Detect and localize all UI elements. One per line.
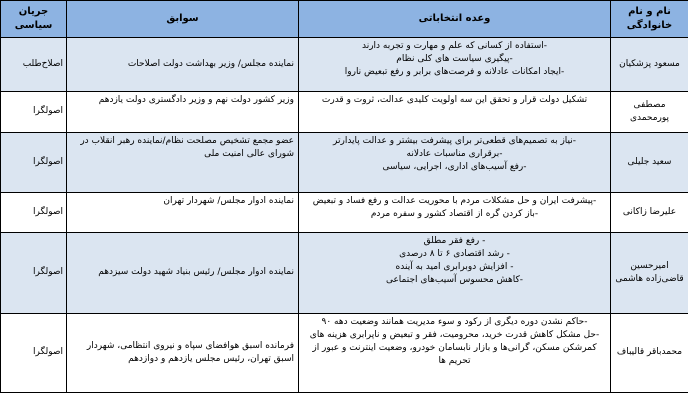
faction-text: اصولگرا (33, 206, 63, 217)
candidate-name-line: امیرحسین (630, 260, 669, 271)
background-text: نماینده مجلس/ وزیر بهداشت دولت اصلاحات (127, 58, 294, 69)
promise-line: -استفاده از کسانی که علم و مهارت و تجربه دارند (361, 41, 548, 51)
candidate-name (611, 38, 688, 92)
candidate-name (611, 133, 688, 193)
political-faction (1, 233, 67, 314)
candidate-name-line: سعید جلیلی (627, 156, 672, 167)
table-row (1, 314, 688, 393)
promise-line: -کاهش محسوس آسیب‌های اجتماعی (385, 275, 524, 286)
background (67, 233, 299, 314)
promise-line: -پیشرفت ایران و حل مشکلات مردم با محوریت عدالت و رفع فساد و تبعیض (312, 196, 597, 206)
promise-line: تحریم ها (438, 356, 471, 367)
promise-line: -رفع آسیب‌های اداری، اجرایی، سیاسی (382, 162, 527, 173)
promise-line: -حل مشکل کاهش قدرت خرید، محرومیت، فقر و تبعیض و ناپرابری هزینه های (309, 330, 600, 341)
promise-line: - رشد اقتصادی ۶ تا ۸ درصدی (399, 249, 510, 260)
political-faction (1, 314, 67, 393)
table-row (1, 233, 688, 314)
background-text: نماینده ادوار مجلس/ رئیس بنیاد شهید دولت سیزدهم (98, 267, 294, 278)
promise-line: -ایجاد امکانات عادلانه و فرصت‌های برابر و رفع تبعیض ناروا (344, 67, 565, 78)
table-row (1, 193, 688, 233)
background-text: فرمانده اسبق هوافضای سپاه و نیروی انتظامی، شهردار اسبق تهران، رئیس مجلس یازدهم و دوازدهم (86, 340, 294, 364)
candidate-name-line: مصطفی (633, 99, 666, 110)
header-faction: جریان سیاسی (1, 1, 67, 38)
background-text: وزیر کشور دولت نهم و وزیر دادگستری دولت یازدهم (98, 95, 294, 105)
candidate-name (611, 314, 688, 393)
candidate-name (611, 92, 688, 133)
faction-text: اصولگرا (33, 347, 63, 358)
header-name: نام و نام خانوادگی (611, 1, 688, 38)
promise-line: -نیاز به تصمیم‌های قطعی‌تر برای پیشرفت بیشتر و عدالت پایدارتر (333, 136, 576, 146)
table-row (1, 92, 688, 133)
candidate-name (611, 193, 688, 233)
political-faction (1, 193, 67, 233)
campaign-promises (299, 92, 611, 133)
promise-line: -برقراری مناسبات عادلانه (406, 149, 503, 160)
campaign-promises (299, 38, 611, 92)
faction-text: اصولگرا (33, 156, 63, 167)
candidate-name (611, 233, 688, 314)
promise-line: - افزایش دوبرابری امید به آینده (395, 262, 514, 273)
promise-line: - رفع فقر مطلق (423, 236, 486, 246)
faction-text: اصلاح‌طلب (22, 58, 63, 69)
background-text: نماینده ادوار مجلس/ شهردار تهران (163, 196, 294, 206)
promise-line: -باز کردن گره از اقتصاد کشور و سفره مردم (370, 209, 539, 220)
background (67, 193, 299, 233)
campaign-promises (299, 233, 611, 314)
table-row (1, 133, 688, 193)
header-background: سوابق (67, 1, 299, 38)
promise-line: -پیگیری سیاست های کلی نظام (396, 54, 513, 65)
background (67, 92, 299, 133)
promise-line: کمرشکن مسکن، گرانی‌ها و بازار نابسامان خودرو، وضعیت اینترنت و عبور از (312, 343, 597, 354)
candidate-name-line: قاضی‌زاده هاشمی (615, 274, 684, 284)
background (67, 38, 299, 92)
political-faction (1, 38, 67, 92)
background-text: عضو مجمع تشخیص مصلحت نظام/نماینده رهبر انقلاب در شورای عالی امنیت ملی (80, 136, 294, 160)
campaign-promises (299, 314, 611, 393)
campaign-promises (299, 193, 611, 233)
header-row (1, 1, 688, 38)
political-faction (1, 133, 67, 193)
faction-text: اصولگرا (33, 267, 63, 278)
candidate-name-line: علیرضا زاکانی (622, 206, 677, 217)
background (67, 314, 299, 393)
table-row (1, 38, 688, 92)
candidate-name-line: مسعود پزشکیان (619, 58, 680, 69)
candidate-name-line: محمدباقر قالیباف (616, 347, 683, 358)
political-faction (1, 92, 67, 133)
promise-line: تشکیل دولت قرار و تحقق این سه اولویت کلیدی عدالت، ثروت و قدرت (321, 95, 588, 105)
header-promises: وعده انتخاباتی (299, 1, 611, 38)
promise-line: -حاکم نشدن دوره دیگری از رکود و سوء مدیریت همانند وضعیت دهه ۹۰ (321, 317, 588, 327)
campaign-promises (299, 133, 611, 193)
candidate-name-line: پورمحمدی (629, 113, 670, 123)
faction-text: اصولگرا (33, 106, 63, 117)
background (67, 133, 299, 193)
